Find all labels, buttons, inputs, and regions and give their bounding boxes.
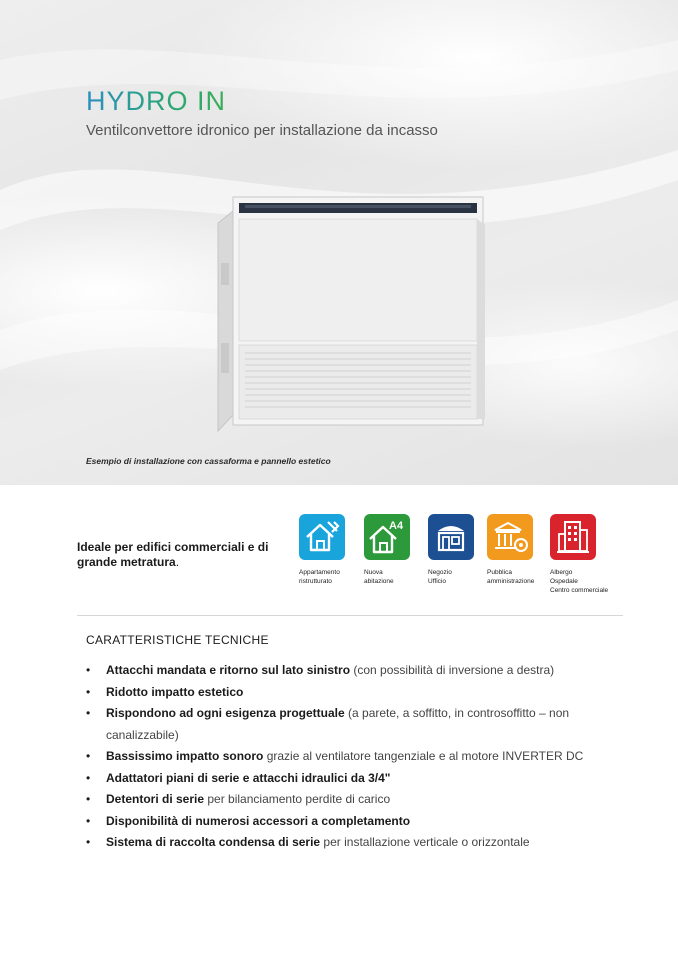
list-item: [86, 703, 606, 746]
feature-rest: (a parete, a soffitto, in controsoffitto – non canalizzabile): [106, 706, 570, 742]
feature-bold: Ridotto impatto estetico: [106, 684, 244, 699]
list-item: [86, 660, 606, 682]
list-item: [86, 768, 606, 790]
label-line: amministrazione: [487, 578, 535, 585]
label-hotel-hospital: [550, 568, 608, 595]
public-administration-icon: [487, 514, 533, 560]
label-shop-office: [428, 568, 452, 586]
label-line: ristrutturato: [299, 578, 332, 585]
label-renovated-apartment: [299, 568, 340, 586]
label-line: abitazione: [364, 578, 394, 585]
public-building-icon: [487, 514, 533, 560]
feature-rest: per installazione verticale o orizzontale: [320, 835, 530, 849]
product-title: HYDRO IN: [86, 86, 227, 116]
product-subtitle: Ventilconvettore idronico per installazione da incasso: [86, 122, 438, 139]
ideal-end-text: .: [175, 555, 180, 569]
feature-bold: Attacchi mandata e ritorno sul lato sinistro: [106, 663, 351, 677]
ideal-bold-text: Ideale per edifici commerciali e di grande metratura: [77, 540, 269, 569]
feature-rest: per bilanciamento perdite di carico: [204, 792, 391, 806]
list-item: [86, 811, 606, 833]
list-item: [86, 832, 606, 854]
feature-bold: Bassissimo impatto sonoro: [106, 749, 264, 763]
feature-bold: Rispondono ad ogni esigenza progettuale: [106, 706, 345, 720]
features-list: [86, 660, 606, 854]
renovated-apartment-icon: [299, 514, 345, 560]
list-item: [86, 746, 606, 768]
hotel-hospital-icon: [550, 514, 596, 560]
feature-bold: Adattatori piani di serie e attacchi idraulici da 3/4": [106, 770, 391, 785]
feature-rest: grazie al ventilatore tangenziale e al motore INVERTER DC: [263, 749, 584, 763]
label-line: Appartamento: [299, 569, 340, 576]
list-item: [86, 682, 606, 704]
a4-badge: A4: [389, 520, 404, 532]
house-tools-icon: [299, 514, 345, 560]
house-a4-icon: [364, 514, 410, 560]
feature-bold: Sistema di raccolta condensa di serie: [106, 835, 321, 849]
list-item: [86, 789, 606, 811]
image-caption: Esempio di installazione con cassaforma e pannello estetico: [86, 456, 331, 466]
fan-coil-unit-image: [215, 193, 495, 443]
label-line: Ufficio: [428, 578, 446, 585]
shop-office-icon: [428, 514, 474, 560]
label-line: Ospedale: [550, 578, 578, 585]
new-home-icon: [364, 514, 410, 560]
label-line: Pubblica: [487, 569, 512, 576]
label-public-administration: [487, 568, 534, 586]
label-line: Nuova: [364, 569, 383, 576]
label-line: Negozio: [428, 569, 452, 576]
feature-rest: (con possibilità di inversione a destra): [350, 663, 555, 677]
label-new-home: [364, 568, 394, 586]
label-line: Albergo: [550, 569, 573, 576]
features-title: CARATTERISTICHE TECNICHE: [86, 633, 269, 647]
ideal-for-text: [77, 540, 277, 570]
feature-bold: Disponibilità di numerosi accessori a completamento: [106, 813, 411, 828]
shop-icon: [428, 514, 474, 560]
section-divider: [77, 615, 623, 616]
feature-bold: Detentori di serie: [106, 792, 205, 806]
label-line: Centro commerciale: [550, 587, 609, 594]
tall-building-icon: [550, 514, 596, 560]
